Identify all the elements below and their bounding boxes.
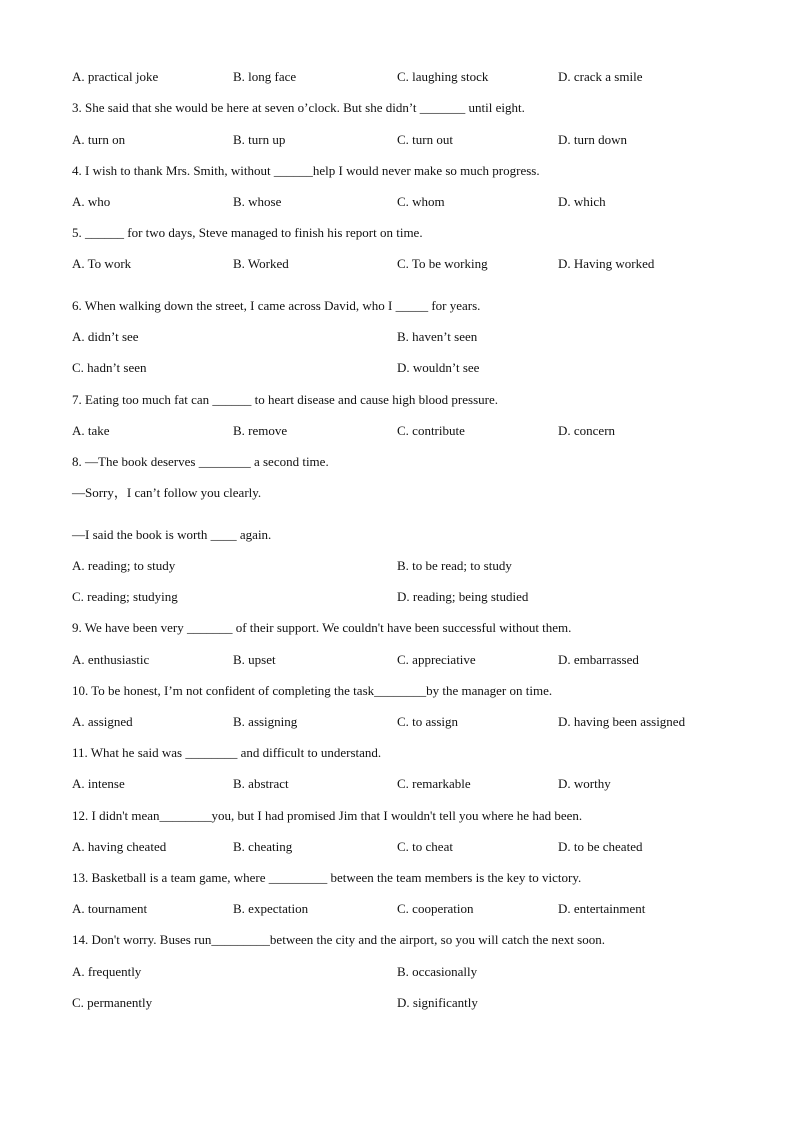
q7-option-d: D. concern	[558, 423, 616, 438]
q14-option-c: C. permanently	[72, 995, 153, 1010]
q9-option-b: B. upset	[233, 652, 276, 667]
q4-stem: 4. I wish to thank Mrs. Smith, without ______help I would never make so much progress.	[72, 163, 540, 178]
q12-option-b: B. cheating	[233, 839, 293, 854]
q7-stem: 7. Eating too much fat can ______ to heart disease and cause high blood pressure.	[72, 392, 498, 407]
q12-stem: 12. I didn't mean________you, but I had promised Jim that I wouldn't tell you where he had been.	[72, 808, 583, 823]
q9-option-c: C. appreciative	[397, 652, 476, 667]
q13-option-a: A. tournament	[72, 901, 148, 916]
q8-option-d: D. reading; being studied	[397, 589, 529, 604]
q4-option-b: B. whose	[233, 194, 282, 209]
q9-option-a: A. enthusiastic	[72, 652, 150, 667]
q3-option-c: C. turn out	[397, 132, 453, 147]
q11-option-c: C. remarkable	[397, 776, 471, 791]
q11-option-d: D. worthy	[558, 776, 611, 791]
q14-option-b: B. occasionally	[397, 964, 478, 979]
q13-option-d: D. entertainment	[558, 901, 646, 916]
q6-option-b: B. haven’t seen	[397, 329, 478, 344]
q12-option-c: C. to cheat	[397, 839, 453, 854]
q6-option-c: C. hadn’t seen	[72, 360, 147, 375]
q10-option-d: D. having been assigned	[558, 714, 686, 729]
q5-option-b: B. Worked	[233, 256, 289, 271]
q2-option-c: C. laughing stock	[397, 69, 489, 84]
q3-option-b: B. turn up	[233, 132, 286, 147]
q9-option-d: D. embarrassed	[558, 652, 639, 667]
q3-option-a: A. turn on	[72, 132, 126, 147]
q6-stem: 6. When walking down the street, I came across David, who I _____ for years.	[72, 298, 481, 313]
q4-option-c: C. whom	[397, 194, 445, 209]
q6-option-a: A. didn’t see	[72, 329, 139, 344]
q5-option-d: D. Having worked	[558, 256, 655, 271]
q7-option-b: B. remove	[233, 423, 288, 438]
q3-stem: 3. She said that she would be here at seven o’clock. But she didn’t _______ until eight.	[72, 100, 525, 115]
q6-option-d: D. wouldn’t see	[397, 360, 480, 375]
q12-option-d: D. to be cheated	[558, 839, 643, 854]
q10-stem: 10. To be honest, I’m not confident of completing the task________by the manager on time.	[72, 683, 553, 698]
q10-option-b: B. assigning	[233, 714, 298, 729]
q10-option-a: A. assigned	[72, 714, 133, 729]
q2-option-b: B. long face	[233, 69, 297, 84]
q7-option-a: A. take	[72, 423, 110, 438]
q13-option-c: C. cooperation	[397, 901, 474, 916]
q11-stem: 11. What he said was ________ and difficult to understand.	[72, 745, 382, 760]
q8-dialog-line-1: —Sorry，I can’t follow you clearly.	[72, 485, 262, 500]
q4-option-d: D. which	[558, 194, 606, 209]
q14-option-d: D. significantly	[397, 995, 478, 1010]
q13-option-b: B. expectation	[233, 901, 309, 916]
q11-option-a: A. intense	[72, 776, 125, 791]
q7-option-c: C. contribute	[397, 423, 465, 438]
q5-option-c: C. To be working	[397, 256, 488, 271]
q10-option-c: C. to assign	[397, 714, 459, 729]
q5-stem: 5. ______ for two days, Steve managed to finish his report on time.	[72, 225, 423, 240]
q2-option-a: A. practical joke	[72, 69, 159, 84]
q2-option-d: D. crack a smile	[558, 69, 643, 84]
q8-stem: 8. —The book deserves ________ a second time.	[72, 454, 329, 469]
q12-option-a: A. having cheated	[72, 839, 167, 854]
q11-option-b: B. abstract	[233, 776, 289, 791]
q3-option-d: D. turn down	[558, 132, 627, 147]
q14-stem: 14. Don't worry. Buses run_________between the city and the airport, so you will catch the next soon.	[72, 932, 605, 947]
q8-dialog-line-2: —I said the book is worth ____ again.	[72, 527, 272, 542]
q8-option-b: B. to be read; to study	[397, 558, 512, 573]
q8-option-a: A. reading; to study	[72, 558, 176, 573]
q14-option-a: A. frequently	[72, 964, 142, 979]
q9-stem: 9. We have been very _______ of their support. We couldn't have been successful without them.	[72, 620, 572, 635]
q4-option-a: A. who	[72, 194, 111, 209]
q13-stem: 13. Basketball is a team game, where _________ between the team members is the key to victory.	[72, 870, 582, 885]
q5-option-a: A. To work	[72, 256, 132, 271]
q8-option-c: C. reading; studying	[72, 589, 178, 604]
